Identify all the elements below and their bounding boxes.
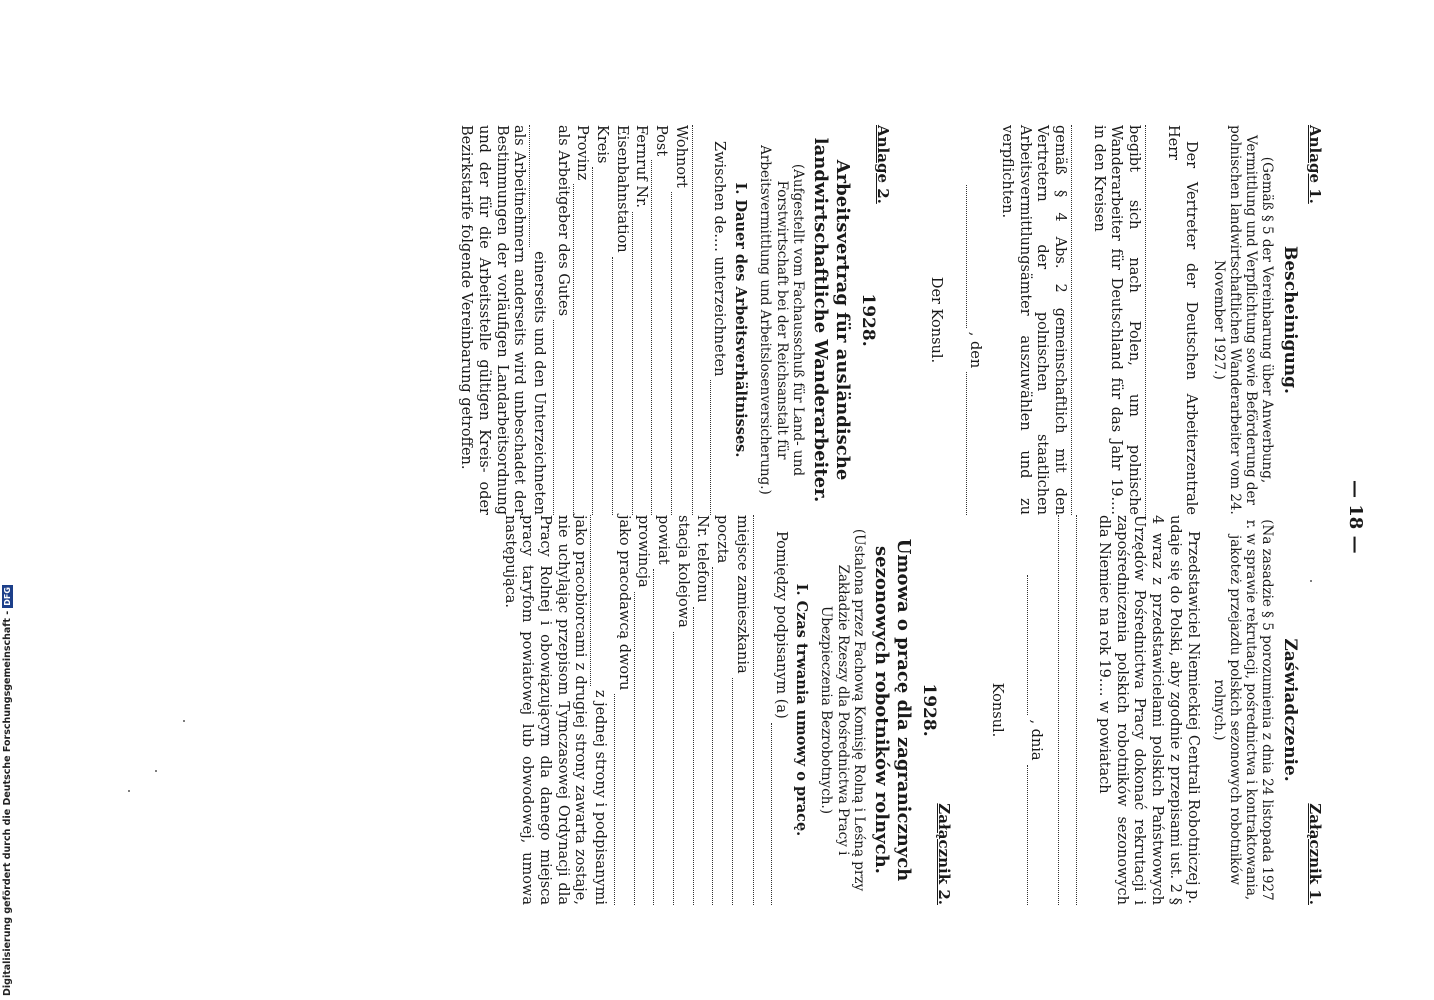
- section-1-heading: I. Czas trwania umowy o pracę.: [793, 583, 811, 837]
- form-field-line: [632, 212, 644, 515]
- credit-text: Digitalisierung gefördert durch die Deutsche Forschungsgemeinschaft -: [2, 610, 13, 996]
- zaswiadczenie-para1: Przedstawiciel Niemieckiej Centrali Robotniczej p.: [1184, 531, 1201, 904]
- between-label: Zwischen de.... unterzeichneten: [711, 141, 728, 377]
- form-field-row: [634, 515, 652, 905]
- zalacznik-1-label: Załącznik 1.: [1306, 803, 1324, 905]
- form-field-line: [653, 569, 665, 905]
- form-field-label: Nr. telefonu: [694, 515, 711, 603]
- digitization-credit: [2, 587, 13, 996]
- year-label: 1928.: [857, 293, 878, 347]
- form-field-line: [553, 320, 565, 515]
- konsul-signature: Konsul.: [988, 682, 1005, 738]
- closing-a: z jednej strony i podpisanymi: [592, 689, 609, 905]
- polish-fields: [614, 515, 750, 905]
- zaswiadczenie-title: Zaświadczenie.: [1280, 638, 1300, 782]
- form-field-line: [614, 694, 626, 905]
- scan-speck: [1310, 580, 1312, 582]
- zalacznik-2-label: Załącznik 2.: [935, 803, 954, 905]
- form-field-row: [614, 515, 632, 905]
- form-field-line: [573, 184, 585, 515]
- form-field-row: [632, 125, 650, 515]
- dfg-logo: DFG: [3, 587, 12, 606]
- form-field-label: stacja kolejowa: [674, 515, 691, 628]
- bescheinigung-title: Bescheinigung.: [1280, 246, 1300, 394]
- form-field-row: [671, 125, 689, 515]
- german-fields: [553, 125, 689, 515]
- form-field-label: jako pracodawcą dworu: [615, 515, 632, 691]
- bescheinigung-subtitle: (Gemäß § 5 der Vereinbarung über Anwerbung, Vermittlung und Verpflichtung sowie Beförderung der polnischen landwirtschaftlichen Wanderarbeiter vom 24. November 1927.): [1210, 125, 1276, 515]
- german-column: [457, 125, 1334, 515]
- form-field-row: [651, 125, 669, 515]
- section-1-heading: I. Dauer des Arbeitsverhältnisses.: [732, 182, 750, 458]
- form-field-line: [634, 592, 646, 905]
- form-field-line: [693, 607, 705, 905]
- date-line: [1027, 515, 1045, 905]
- scan-speck: [155, 770, 157, 772]
- form-field-row: [653, 515, 671, 905]
- bescheinigung-para2: begibt sich nach Polen, um polnische Wanderarbeiter für Deutschland für das Jahr 19.... in den Kreisen: [1090, 125, 1143, 515]
- form-field-label: Fernruf Nr.: [633, 125, 650, 208]
- bescheinigung-para1: Der Vertreter der Deutschen Arbeiterzentrale Herr: [1164, 125, 1199, 515]
- form-field-label: Kreis: [594, 125, 611, 164]
- form-field-label: Post: [653, 125, 670, 157]
- closing-a: einerseits und den Unterzeichneten: [530, 251, 547, 515]
- between-line: [771, 515, 789, 905]
- page-number: — 18 —: [1345, 480, 1366, 554]
- form-field-line: [732, 678, 744, 905]
- form-field-label: prowincja: [635, 515, 652, 588]
- arbeitsvertrag-title: Arbeitsvertrag für ausländische landwirtschaftliche Wanderarbeiter.: [810, 137, 853, 503]
- form-field-row: [553, 125, 571, 515]
- form-field-row: [612, 125, 630, 515]
- form-field-line: [673, 632, 685, 905]
- anlage-1-label: Anlage 1.: [1306, 125, 1324, 204]
- umowa-subtitle: (Ustalona przez Fachową Komisję Rolną i Leśną przy Zakładzie Rzeszy dla Pośrednictwa Pracy i Ubezpieczenia Bezrobotnych.): [818, 528, 867, 892]
- closing-text: jako pracobiorcami z drugiej strony zawarta zostaje, nie uchylając przepisom Tymczasowej Ordynacji dla Pracy Rolnej i obowiązującym dla danego miejsca pracy taryfom powiatowej lub obwodowej, umowa następująca.: [501, 515, 589, 905]
- bescheinigung-para3: gemäß § 4 Abs. 2 gemeinschaftlich mit den Vertretern der polnischen staatlichen Arbeitsvermittlungsämter auszuwählen und zu verpflichten.: [999, 125, 1069, 515]
- form-field-line: [651, 160, 663, 515]
- scan-speck: [183, 720, 185, 722]
- between-line: [710, 125, 728, 515]
- scan-speck: [128, 790, 130, 792]
- form-field-label: als Arbeitgeber des Gutes: [554, 125, 571, 317]
- dotted-line: [692, 125, 703, 515]
- form-field-row: [573, 125, 591, 515]
- form-field-line: [592, 167, 604, 515]
- form-field-row: [732, 515, 750, 905]
- date-label: , dnia: [1028, 719, 1045, 761]
- form-field-label: Provinz: [574, 125, 591, 181]
- form-field-label: Eisenbahnstation: [613, 125, 630, 253]
- anlage-2-label: Anlage 2.: [873, 125, 892, 204]
- polish-column: [500, 515, 1334, 905]
- form-field-row: [693, 515, 711, 905]
- closing-line: [590, 515, 608, 905]
- form-field-line: [612, 257, 624, 515]
- form-field-row: [712, 515, 730, 905]
- form-field-label: Wohnort: [672, 125, 689, 188]
- closing-line: [529, 125, 547, 515]
- dotted-line: [1071, 125, 1082, 515]
- between-label: Pomiędzy podpisanym (a): [772, 531, 789, 719]
- form-field-label: powiat: [655, 515, 672, 565]
- umowa-title: Umowa o pracę dla zagranicznych sezonowych robotników rolnych.: [871, 538, 914, 882]
- dotted-line: [1145, 125, 1156, 515]
- dotted-line: [1058, 515, 1069, 905]
- form-field-row: [673, 515, 691, 905]
- date-label: , den: [967, 331, 984, 369]
- zaswiadczenie-subtitle: (Na zasadzie § 5 porozumienia z dnia 24 listopada 1927 r. w sprawie rekrutacji, pośrednictwa i kontraktowania, jakoteż przejazdu polskich sezonowych robotników rolnych.): [1210, 519, 1276, 901]
- form-field-line: [671, 192, 683, 515]
- form-field-label: miejsce zamieszkania: [733, 515, 750, 674]
- form-field-row: [592, 125, 610, 515]
- dotted-line: [1076, 515, 1087, 905]
- zaswiadczenie-para2: udaje się do Polski, aby zgodnie z przepisami ust. 2 § 4 wraz z przedstawicielami polskich Państwowych Urzędów Pośrednictwa Pracy dokonać rekrutacji i zapośredniczenia polskich robotników sezonowych dla Niemiec na rok 19.... w powiatach: [1096, 515, 1183, 905]
- form-field-label: poczta: [714, 515, 731, 564]
- date-line: [966, 125, 984, 515]
- year-label: 1928.: [918, 683, 939, 737]
- dotted-line: [753, 515, 764, 905]
- arbeitsvertrag-subtitle: (Aufgestellt vom Fachausschuß für Land- und Forstwirtschaft bei der Reichsanstalt für Arbeitsvermittlung und Arbeitslosenversicherung.): [757, 145, 806, 495]
- form-field-line: [712, 567, 724, 905]
- closing-text: als Arbeitnehmern anderseits wird unbeschadet der Bestimmungen der vorläufigen Landarbeitsordnung und der für die Arbeitsstelle gültigen Kreis- oder Bezirkstarife folgende Vereinbarung getroffen.: [458, 125, 528, 515]
- konsul-signature: Der Konsul.: [927, 276, 944, 364]
